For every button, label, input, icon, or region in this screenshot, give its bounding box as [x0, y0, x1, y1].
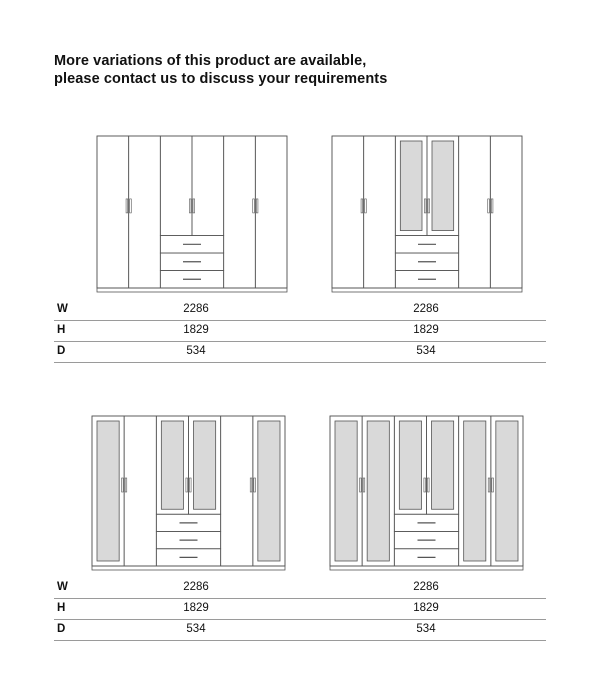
glass-panel — [258, 421, 280, 561]
glass-panel — [400, 141, 422, 231]
glass-panel — [194, 421, 216, 509]
door-handle — [361, 199, 363, 213]
door-handle — [254, 478, 256, 492]
depth-label: D — [57, 623, 66, 635]
height-value: 1829 — [183, 324, 209, 336]
door-panel — [364, 136, 396, 288]
height-label: H — [57, 324, 66, 336]
width-value: 2286 — [413, 303, 439, 315]
heading-line-1: More variations of this product are available, — [54, 53, 367, 69]
door-handle — [126, 199, 128, 213]
width-value: 2286 — [183, 303, 209, 315]
door-handle — [488, 199, 490, 213]
glass-panel — [432, 421, 454, 509]
door-handle — [360, 478, 362, 492]
door-panel — [459, 136, 491, 288]
door-handle — [186, 478, 188, 492]
door-panel — [221, 416, 253, 566]
door-handle — [250, 478, 252, 492]
door-panel — [490, 136, 522, 288]
door-handle — [189, 199, 191, 213]
dimension-row-height — [54, 321, 546, 342]
height-label: H — [57, 602, 66, 614]
height-value: 1829 — [413, 324, 439, 336]
door-panel — [224, 136, 256, 288]
door-handle — [428, 199, 430, 213]
door-handle — [491, 199, 493, 213]
door-handle — [256, 199, 258, 213]
glass-panel — [161, 421, 183, 509]
door-handle — [428, 478, 430, 492]
wardrobe-drawing-side-glass — [91, 414, 286, 572]
door-panel — [160, 136, 192, 236]
wardrobe-drawing-plain — [96, 134, 288, 294]
door-handle — [190, 478, 192, 492]
glass-panel — [432, 141, 454, 231]
glass-panel — [399, 421, 421, 509]
door-handle — [130, 199, 132, 213]
dimension-row-width — [54, 578, 546, 599]
glass-panel — [464, 421, 486, 561]
dimension-row-width — [54, 300, 546, 321]
door-panel — [255, 136, 287, 288]
depth-label: D — [57, 345, 66, 357]
glass-panel — [335, 421, 357, 561]
dimension-row-depth — [54, 342, 546, 363]
heading-line-2: please contact us to discuss your requirements — [54, 71, 388, 87]
door-handle — [492, 478, 494, 492]
door-handle — [193, 199, 195, 213]
depth-value: 534 — [416, 623, 436, 635]
door-handle — [365, 199, 367, 213]
plinth — [330, 566, 523, 570]
plinth — [92, 566, 285, 570]
glass-panel — [367, 421, 389, 561]
door-handle — [122, 478, 124, 492]
depth-value: 534 — [186, 623, 206, 635]
door-handle — [125, 478, 127, 492]
depth-value: 534 — [186, 345, 206, 357]
dimension-row-depth — [54, 620, 546, 641]
door-panel — [97, 136, 129, 288]
height-value: 1829 — [183, 602, 209, 614]
door-handle — [424, 199, 426, 213]
wardrobe-drawing-all-glass — [329, 414, 524, 572]
door-handle — [253, 199, 255, 213]
door-panel — [192, 136, 224, 236]
depth-value: 534 — [416, 345, 436, 357]
door-panel — [332, 136, 364, 288]
plinth — [332, 288, 522, 292]
glass-panel — [97, 421, 119, 561]
door-panel — [129, 136, 161, 288]
width-label: W — [57, 303, 68, 315]
page-heading — [54, 52, 387, 88]
width-value: 2286 — [413, 581, 439, 593]
dimension-row-height — [54, 599, 546, 620]
glass-panel — [496, 421, 518, 561]
plinth — [97, 288, 287, 292]
height-value: 1829 — [413, 602, 439, 614]
width-label: W — [57, 581, 68, 593]
width-value: 2286 — [183, 581, 209, 593]
wardrobe-drawing-centre-glass — [331, 134, 523, 294]
door-handle — [488, 478, 490, 492]
door-handle — [363, 478, 365, 492]
door-handle — [424, 478, 426, 492]
door-panel — [124, 416, 156, 566]
